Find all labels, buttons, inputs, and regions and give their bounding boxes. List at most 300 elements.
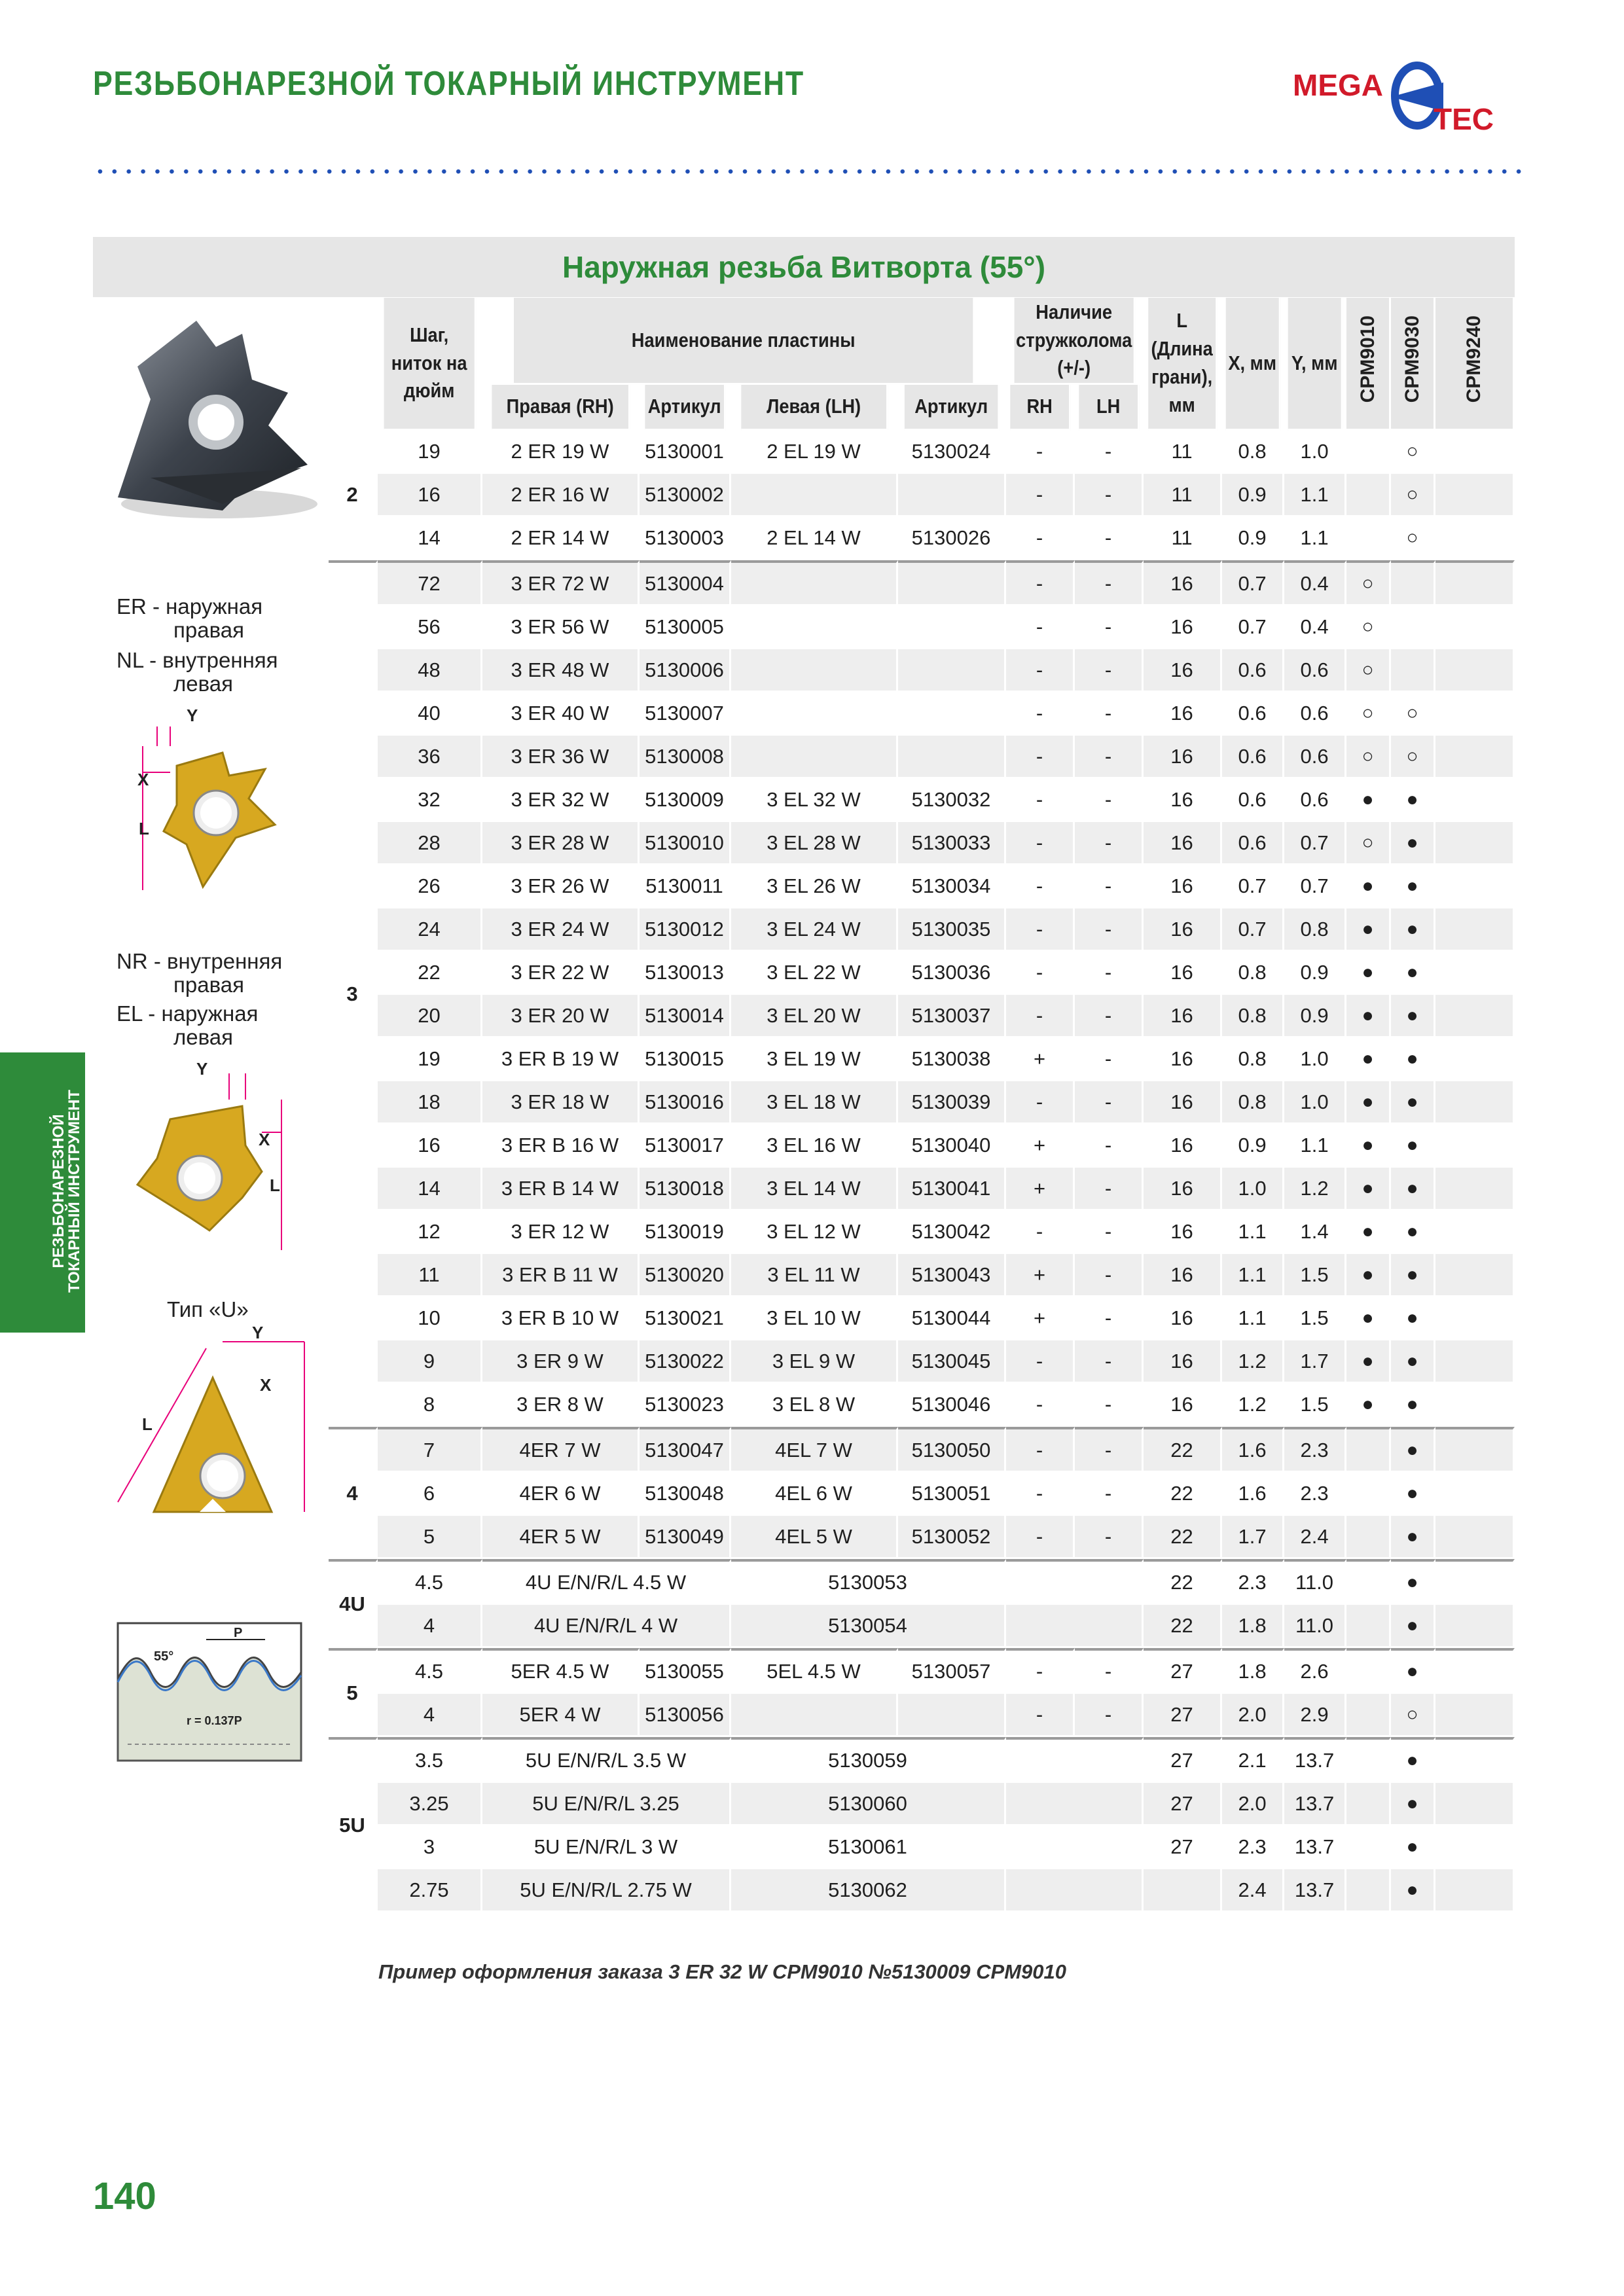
table-cell — [1435, 1340, 1515, 1384]
table-cell: 5130049 — [640, 1516, 731, 1559]
table-row — [329, 995, 1515, 1038]
table-cell — [1435, 692, 1515, 736]
table-cell: 3 EL 32 W — [731, 779, 898, 822]
table-cell: 2 ER 19 W — [482, 431, 640, 474]
table-cell: 5ER 4 W — [482, 1694, 640, 1737]
table-cell — [1435, 1211, 1515, 1254]
table-cell: + — [1006, 1254, 1075, 1297]
table-cell — [1435, 606, 1515, 649]
table-cell: 5130060 — [731, 1783, 1006, 1826]
table-row — [329, 649, 1515, 692]
table-cell — [1346, 1694, 1391, 1737]
table-cell: 5130057 — [898, 1648, 1006, 1694]
table-cell — [1435, 1648, 1515, 1694]
table-cell: - — [1075, 560, 1144, 606]
table-cell: 2 ER 16 W — [482, 474, 640, 517]
table-cell: 5130034 — [898, 865, 1006, 908]
table-cell: 5130013 — [640, 952, 731, 995]
table-cell: - — [1075, 779, 1144, 822]
table-row — [329, 1473, 1515, 1516]
table-cell: 3 EL 18 W — [731, 1081, 898, 1124]
table-cell: - — [1075, 1254, 1144, 1297]
thread-inserts-table — [329, 298, 1515, 1912]
table-row — [329, 1783, 1515, 1826]
table-cell: 5130037 — [898, 995, 1006, 1038]
table-cell: 5130051 — [898, 1473, 1006, 1516]
svg-text:TEC: TEC — [1434, 102, 1494, 136]
table-cell: ● — [1391, 1427, 1435, 1473]
table-cell: 14 — [378, 517, 482, 560]
svg-text:MEGA: MEGA — [1293, 68, 1383, 102]
table-cell — [898, 560, 1006, 606]
table-cell: 5130024 — [898, 431, 1006, 474]
table-cell: 12 — [378, 1211, 482, 1254]
table-cell — [731, 1694, 898, 1737]
table-cell: 2.9 — [1284, 1694, 1346, 1737]
table-cell: 27 — [1144, 1648, 1222, 1694]
table-cell: 5130009 — [640, 779, 731, 822]
table-cell: 4EL 7 W — [731, 1427, 898, 1473]
table-cell: 5130039 — [898, 1081, 1006, 1124]
table-cell: 3.25 — [378, 1783, 482, 1826]
group-label: 3 — [329, 560, 378, 1427]
megatec-logo — [1293, 58, 1522, 136]
table-cell: - — [1006, 1648, 1075, 1694]
table-cell: 0.6 — [1222, 649, 1284, 692]
header-pitch: Шаг, ниток на дюйм — [384, 298, 477, 431]
table-cell: 3 ER B 16 W — [482, 1124, 640, 1168]
table-cell: 0.7 — [1222, 865, 1284, 908]
table-cell — [898, 606, 1006, 649]
table-cell: ● — [1346, 1340, 1391, 1384]
table-cell — [1391, 606, 1435, 649]
table-cell: 1.1 — [1284, 517, 1346, 560]
table-cell: 0.7 — [1222, 606, 1284, 649]
table-cell — [731, 560, 898, 606]
table-cell — [1435, 1297, 1515, 1340]
table-cell: 5130012 — [640, 908, 731, 952]
table-cell: 3 EL 14 W — [731, 1168, 898, 1211]
table-cell: 1.7 — [1284, 1340, 1346, 1384]
table-cell: 22 — [1144, 1427, 1222, 1473]
table-cell: 5130015 — [640, 1038, 731, 1081]
table-cell: ● — [1391, 1869, 1435, 1912]
table-cell: 5130055 — [640, 1648, 731, 1694]
table-cell: 1.7 — [1222, 1516, 1284, 1559]
table-cell — [898, 1694, 1006, 1737]
table-cell: - — [1075, 1297, 1144, 1340]
table-cell — [898, 649, 1006, 692]
table-cell: 36 — [378, 736, 482, 779]
table-cell: ● — [1346, 865, 1391, 908]
table-cell: 5130042 — [898, 1211, 1006, 1254]
legend-er-2: правая — [173, 618, 244, 642]
table-cell: 3 EL 26 W — [731, 865, 898, 908]
table-cell: 32 — [378, 779, 482, 822]
table-row — [329, 952, 1515, 995]
table-row — [329, 1737, 1515, 1783]
table-cell: 27 — [1144, 1783, 1222, 1826]
group-label: 2 — [329, 431, 378, 560]
table-cell: 5130026 — [898, 517, 1006, 560]
table-cell: 3 EL 11 W — [731, 1254, 898, 1297]
table-cell: - — [1006, 649, 1075, 692]
table-cell — [1144, 1869, 1222, 1912]
table-cell: ● — [1391, 1340, 1435, 1384]
table-cell: ● — [1391, 1211, 1435, 1254]
table-cell: - — [1006, 908, 1075, 952]
table-cell: 1.1 — [1222, 1297, 1284, 1340]
table-row — [329, 865, 1515, 908]
table-cell: 0.6 — [1284, 692, 1346, 736]
table-cell: 5130004 — [640, 560, 731, 606]
table-cell: 1.0 — [1284, 431, 1346, 474]
header-edge-length: L (Длина грани), мм — [1148, 298, 1218, 431]
legend-nl: NL - внутренняя — [117, 648, 278, 672]
table-cell: 5130036 — [898, 952, 1006, 995]
table-cell — [1391, 649, 1435, 692]
table-cell: 4U E/N/R/L 4 W — [482, 1605, 731, 1648]
table-cell: 5130007 — [640, 692, 731, 736]
table-cell: 11.0 — [1284, 1559, 1346, 1605]
table-cell: - — [1006, 1384, 1075, 1427]
table-cell: 5130014 — [640, 995, 731, 1038]
insert-diagram-type-u — [108, 1316, 317, 1525]
table-cell: ● — [1391, 1737, 1435, 1783]
table-cell: 0.8 — [1284, 908, 1346, 952]
table-cell: 5130033 — [898, 822, 1006, 865]
table-cell: ○ — [1391, 517, 1435, 560]
table-cell: - — [1075, 1427, 1144, 1473]
svg-text:Y: Y — [196, 1060, 208, 1079]
header-grade-cpm9030: CPM9030 — [1391, 298, 1435, 431]
table-cell: 0.6 — [1222, 736, 1284, 779]
table-cell: 16 — [1144, 736, 1222, 779]
table-cell: 3 ER 36 W — [482, 736, 640, 779]
table-cell: 1.5 — [1284, 1297, 1346, 1340]
table-row — [329, 1211, 1515, 1254]
table-cell — [1435, 1473, 1515, 1516]
table-cell: 1.8 — [1222, 1605, 1284, 1648]
table-cell: ● — [1391, 1473, 1435, 1516]
table-cell: 0.8 — [1222, 1038, 1284, 1081]
table-cell: 2 ER 14 W — [482, 517, 640, 560]
table-cell: 5130021 — [640, 1297, 731, 1340]
table-cell: 4 — [378, 1694, 482, 1737]
table-cell: + — [1006, 1168, 1075, 1211]
svg-text:55°: 55° — [154, 1649, 174, 1664]
table-cell: ● — [1391, 1516, 1435, 1559]
table-row — [329, 779, 1515, 822]
table-cell: 5130032 — [898, 779, 1006, 822]
table-row — [329, 736, 1515, 779]
table-cell: + — [1006, 1124, 1075, 1168]
table-cell: 5130052 — [898, 1516, 1006, 1559]
table-cell: 5130043 — [898, 1254, 1006, 1297]
table-cell: 3 ER 32 W — [482, 779, 640, 822]
table-cell: 5130001 — [640, 431, 731, 474]
table-cell: ● — [1346, 995, 1391, 1038]
table-cell: 3 EL 20 W — [731, 995, 898, 1038]
table-cell: 0.6 — [1284, 779, 1346, 822]
table-cell: 0.6 — [1222, 822, 1284, 865]
table-cell: 24 — [378, 908, 482, 952]
table-cell: 0.8 — [1222, 995, 1284, 1038]
table-cell: ● — [1391, 1124, 1435, 1168]
page-number: 140 — [93, 2175, 156, 2217]
table-cell: - — [1075, 1473, 1144, 1516]
table-cell: 3 ER 9 W — [482, 1340, 640, 1384]
table-cell: 0.4 — [1284, 560, 1346, 606]
header-article-rh: Артикул — [645, 385, 725, 431]
table-cell — [898, 692, 1006, 736]
order-example-note: Пример оформления заказа 3 ER 32 W CPM9010 №5130009 CPM9010 — [378, 1960, 1066, 1983]
table-cell: ● — [1391, 908, 1435, 952]
table-cell — [1435, 1737, 1515, 1783]
table-cell: ● — [1346, 1297, 1391, 1340]
table-cell: - — [1006, 822, 1075, 865]
table-cell: 5130023 — [640, 1384, 731, 1427]
table-cell: 1.2 — [1222, 1384, 1284, 1427]
section-banner: Наружная резьба Витворта (55°) — [93, 237, 1515, 297]
table-cell — [1435, 1783, 1515, 1826]
svg-text:L: L — [142, 1414, 153, 1434]
table-cell: 2.75 — [378, 1869, 482, 1912]
table-row — [329, 1124, 1515, 1168]
table-cell: + — [1006, 1038, 1075, 1081]
table-cell — [1435, 1869, 1515, 1912]
table-cell — [1006, 1737, 1144, 1783]
thread-profile-diagram — [115, 1620, 304, 1764]
table-cell: 22 — [1144, 1473, 1222, 1516]
table-cell: ○ — [1391, 431, 1435, 474]
table-cell: 3 EL 28 W — [731, 822, 898, 865]
table-cell: 16 — [1144, 1124, 1222, 1168]
table-cell: 1.1 — [1222, 1254, 1284, 1297]
table-cell: 3 ER 56 W — [482, 606, 640, 649]
table-cell: 5130035 — [898, 908, 1006, 952]
insert-diagram-external — [124, 707, 301, 903]
table-cell: - — [1006, 1473, 1075, 1516]
table-row — [329, 1559, 1515, 1605]
table-cell — [1006, 1869, 1144, 1912]
table-cell: 5130010 — [640, 822, 731, 865]
table-row — [329, 1694, 1515, 1737]
table-cell — [1346, 1783, 1391, 1826]
table-cell: 5130044 — [898, 1297, 1006, 1340]
table-cell: - — [1006, 952, 1075, 995]
legend-nr-2: правая — [173, 973, 244, 997]
table-cell: ● — [1391, 1168, 1435, 1211]
table-cell: - — [1075, 822, 1144, 865]
table-cell — [1346, 1869, 1391, 1912]
table-cell: 4EL 6 W — [731, 1473, 898, 1516]
table-cell: ● — [1391, 1559, 1435, 1605]
table-cell: 1.6 — [1222, 1473, 1284, 1516]
table-cell: 26 — [378, 865, 482, 908]
table-cell: 11 — [1144, 431, 1222, 474]
table-cell: 3 EL 8 W — [731, 1384, 898, 1427]
table-cell: 5 — [378, 1516, 482, 1559]
table-cell: 22 — [1144, 1605, 1222, 1648]
table-row — [329, 517, 1515, 560]
table-cell: 5130045 — [898, 1340, 1006, 1384]
table-cell — [1435, 560, 1515, 606]
table-cell: 2.4 — [1284, 1516, 1346, 1559]
table-cell: 13.7 — [1284, 1783, 1346, 1826]
table-cell: 3 ER 20 W — [482, 995, 640, 1038]
table-cell — [1435, 1081, 1515, 1124]
table-cell: ● — [1346, 908, 1391, 952]
table-cell: 11 — [378, 1254, 482, 1297]
table-cell: ○ — [1391, 736, 1435, 779]
table-cell: 16 — [378, 474, 482, 517]
table-cell: 3 ER 22 W — [482, 952, 640, 995]
table-cell — [1435, 1254, 1515, 1297]
table-cell — [1435, 1826, 1515, 1869]
table-cell: 16 — [1144, 692, 1222, 736]
svg-text:r = 0.137P: r = 0.137P — [187, 1714, 242, 1727]
header-rh: RH — [1010, 385, 1070, 431]
table-cell — [1346, 431, 1391, 474]
table-cell: 16 — [1144, 1297, 1222, 1340]
table-cell: ○ — [1391, 474, 1435, 517]
table-cell: 4ER 5 W — [482, 1516, 640, 1559]
legend-nl-2: левая — [173, 672, 233, 696]
table-cell: 1.6 — [1222, 1427, 1284, 1473]
table-cell — [1346, 1605, 1391, 1648]
table-row — [329, 431, 1515, 474]
table-cell — [1435, 865, 1515, 908]
table-cell: 3 ER 8 W — [482, 1384, 640, 1427]
table-cell: - — [1075, 1648, 1144, 1694]
table-cell: 40 — [378, 692, 482, 736]
table-cell: ● — [1391, 995, 1435, 1038]
legend-type-u: Тип «U» — [167, 1297, 249, 1321]
table-cell — [1435, 1124, 1515, 1168]
table-cell — [1435, 649, 1515, 692]
table-cell: 3 ER B 10 W — [482, 1297, 640, 1340]
table-cell — [1435, 517, 1515, 560]
table-cell — [731, 606, 898, 649]
header-grade-cpm9240: CPM9240 — [1435, 298, 1515, 431]
table-cell: 5130006 — [640, 649, 731, 692]
table-cell: 16 — [1144, 1081, 1222, 1124]
table-cell: 4ER 6 W — [482, 1473, 640, 1516]
table-cell: 0.9 — [1284, 952, 1346, 995]
group-label: 4 — [329, 1427, 378, 1559]
table-cell: 22 — [378, 952, 482, 995]
table-cell: - — [1075, 649, 1144, 692]
table-cell: 3 EL 19 W — [731, 1038, 898, 1081]
table-cell — [1435, 779, 1515, 822]
table-cell: 0.4 — [1284, 606, 1346, 649]
table-cell: 16 — [1144, 1384, 1222, 1427]
table-body — [329, 431, 1515, 1912]
table-cell: 2.3 — [1284, 1427, 1346, 1473]
table-row — [329, 606, 1515, 649]
legend-el-2: левая — [173, 1025, 233, 1049]
table-cell: 1.4 — [1284, 1211, 1346, 1254]
table-cell: 27 — [1144, 1826, 1222, 1869]
table-cell: - — [1075, 952, 1144, 995]
table-cell: 3 ER B 19 W — [482, 1038, 640, 1081]
table-cell — [1435, 1516, 1515, 1559]
table-cell: ● — [1346, 952, 1391, 995]
table-cell: 1.0 — [1222, 1168, 1284, 1211]
table-cell: 16 — [1144, 822, 1222, 865]
table-cell: 2.4 — [1222, 1869, 1284, 1912]
insert-photo — [111, 308, 327, 530]
table-cell: 8 — [378, 1384, 482, 1427]
table-cell: ● — [1391, 1783, 1435, 1826]
header-x: X, мм — [1226, 298, 1281, 431]
table-cell — [1435, 1427, 1515, 1473]
table-cell: 5EL 4.5 W — [731, 1648, 898, 1694]
table-cell: 16 — [1144, 1038, 1222, 1081]
table-cell: 4.5 — [378, 1648, 482, 1694]
table-cell: 5130002 — [640, 474, 731, 517]
table-cell: 2.6 — [1284, 1648, 1346, 1694]
table-cell: 16 — [1144, 779, 1222, 822]
table-cell: 0.7 — [1284, 822, 1346, 865]
table-cell: 0.7 — [1222, 560, 1284, 606]
table-cell: - — [1006, 474, 1075, 517]
table-cell: 56 — [378, 606, 482, 649]
table-cell: 0.8 — [1222, 1081, 1284, 1124]
table-cell: 0.9 — [1222, 1124, 1284, 1168]
svg-text:Y: Y — [252, 1323, 264, 1342]
table-cell: - — [1006, 865, 1075, 908]
table-cell: 0.9 — [1284, 995, 1346, 1038]
svg-text:X: X — [260, 1375, 272, 1395]
table-cell: 5130054 — [731, 1605, 1006, 1648]
table-cell: 16 — [1144, 606, 1222, 649]
table-cell: - — [1006, 692, 1075, 736]
page-header-title: РЕЗЬБОНАРЕЗНОЙ ТОКАРНЫЙ ИНСТРУМЕНТ — [93, 65, 804, 103]
table-row — [329, 1516, 1515, 1559]
table-cell — [1435, 736, 1515, 779]
side-tab-label: РЕЗЬБОНАРЕЗНОЙ ТОКАРНЫЙ ИНСТРУМЕНТ — [50, 1089, 83, 1293]
table-cell: 3 ER 26 W — [482, 865, 640, 908]
header-grade-cpm9010: CPM9010 — [1346, 298, 1391, 431]
table-cell: ● — [1346, 1384, 1391, 1427]
table-cell: ● — [1391, 822, 1435, 865]
table-cell — [1435, 1605, 1515, 1648]
table-row — [329, 1038, 1515, 1081]
table-cell: ● — [1346, 1254, 1391, 1297]
table-cell — [1435, 1559, 1515, 1605]
table-cell: 16 — [1144, 1340, 1222, 1384]
table-cell: 72 — [378, 560, 482, 606]
table-cell — [1346, 1737, 1391, 1783]
table-cell: - — [1075, 865, 1144, 908]
table-cell — [1346, 1516, 1391, 1559]
table-cell: 3 EL 10 W — [731, 1297, 898, 1340]
table-cell — [1346, 517, 1391, 560]
table-cell: 2 EL 19 W — [731, 431, 898, 474]
table-cell: - — [1075, 606, 1144, 649]
group-label: 5 — [329, 1648, 378, 1737]
table-cell — [731, 736, 898, 779]
table-cell: 5130053 — [731, 1559, 1006, 1605]
table-cell: ● — [1391, 1297, 1435, 1340]
header-left-hand: Левая (LH) — [741, 385, 888, 431]
group-label: 5U — [329, 1737, 378, 1912]
table-cell: 16 — [1144, 908, 1222, 952]
table-cell — [1435, 952, 1515, 995]
table-cell: 5130061 — [731, 1826, 1006, 1869]
